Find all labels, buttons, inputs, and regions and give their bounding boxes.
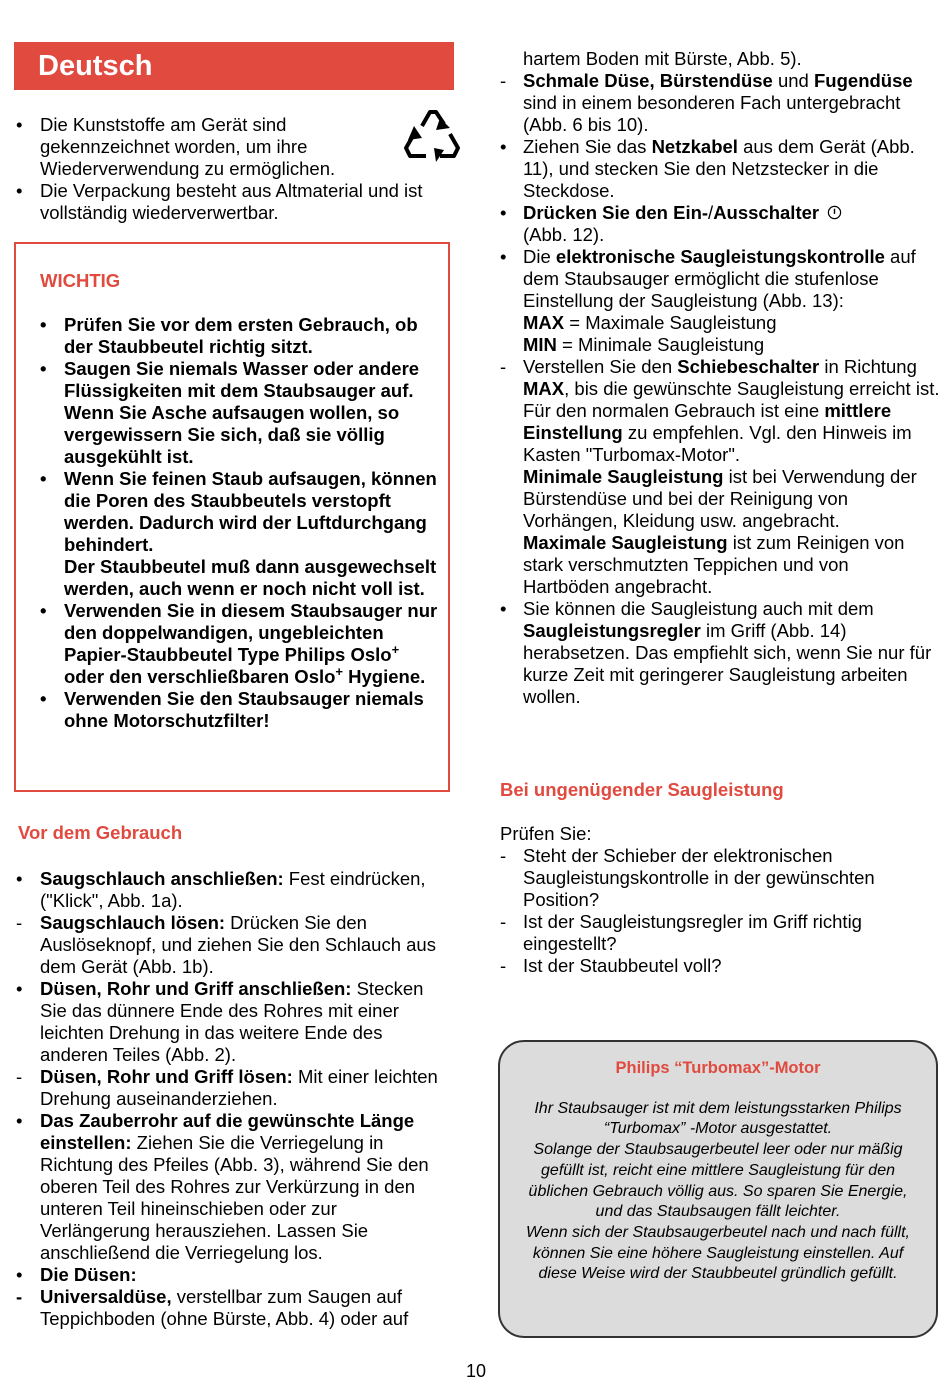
list-item: - Schmale Düse, Bürstendüse und Fugendüse sind in einem besonderen Fach untergebracht (Abb. 6 bis 10).	[500, 70, 913, 135]
list-item: - Düsen, Rohr und Griff lösen: Mit einer leichten Drehung auseinanderziehen.	[16, 1066, 438, 1109]
turbomax-info-box	[498, 1040, 938, 1338]
list-item: • Die Düsen:	[16, 1264, 137, 1285]
trouble-intro: Prüfen Sie:	[500, 823, 592, 844]
power-icon	[827, 205, 842, 220]
list-item: • Ziehen Sie das Netzkabel aus dem Gerät (Abb. 11), und stecken Sie den Netzstecker in die Steckdose.	[500, 136, 915, 201]
list-item: • Saugschlauch anschließen: Fest eindrücken, ("Klick", Abb. 1a).	[16, 868, 426, 911]
list-item: • Saugen Sie niemals Wasser oder andere Flüssigkeiten mit dem Staubsauger auf. Wenn Sie Asche aufsaugen wollen, so vergewissern Sie sich, daß sie völlig ausgekühlt ist.	[40, 358, 420, 467]
list-item: - Steht der Schieber der elektronischen Saugleistungskontrolle in der gewünschten Position?	[500, 845, 875, 910]
list-item: • Verwenden Sie den Staubsauger niemals ohne Motorschutzfilter!	[40, 688, 424, 731]
list-item: • Die elektronische Saugleistungskontrolle auf dem Staubsauger ermöglicht die stufenlose Einstellung der Saugleistung (Abb. 13): MAX = Maximale Saugleistung MIN = Minimale Saugleistung	[500, 246, 916, 355]
important-box	[14, 242, 450, 792]
list-item: - Ist der Staubbeutel voll?	[500, 955, 722, 976]
turbomax-paragraph: Ihr Staubsauger ist mit dem leistungsstarken Philips “Turbomax” -Motor ausgestattet.	[534, 1099, 902, 1138]
list-item: • Verwenden Sie in diesem Staubsauger nur den doppelwandigen, ungebleichten Papier-Staubbeutel Type Philips Oslo+ oder den verschließbaren Oslo+ Hygiene.	[40, 600, 438, 687]
list-item: - Universaldüse, verstellbar zum Saugen auf Teppichboden (ohne Bürste, Abb. 4) oder auf	[16, 1286, 409, 1329]
list-item: - Saugschlauch lösen: Drücken Sie den Auslöseknopf, und ziehen Sie den Schlauch aus dem Gerät (Abb. 1b).	[16, 912, 436, 977]
list-item: • Die Kunststoffe am Gerät sind gekennzeichnet worden, um ihre Wiederverwendung zu ermöglichen.	[16, 114, 336, 179]
section-title-before-use: Vor dem Gebrauch	[18, 822, 183, 843]
list-item: • Wenn Sie feinen Staub aufsaugen, können die Poren des Staubbeutels verstopft werden. Dadurch wird der Luftdurchgang behindert. Der Staubbeutel muß dann ausgewechselt werden, auch wenn er noch nicht voll ist.	[40, 468, 437, 599]
list-item: - Ist der Saugleistungsregler im Griff richtig eingestellt?	[500, 911, 862, 954]
page-number: 10	[466, 1361, 487, 1381]
important-title: WICHTIG	[40, 270, 121, 291]
turbomax-paragraph: Wenn sich der Staubsaugerbeutel nach und nach füllt, können Sie eine höhere Saugleistung einstellen. Auf diese Weise wird der Staubbeutel gründlich gefüllt.	[526, 1223, 910, 1283]
usage-list	[500, 70, 940, 708]
section-title-trouble: Bei ungenügender Saugleistung	[500, 779, 784, 800]
right-column	[500, 48, 940, 708]
list-item: • Düsen, Rohr und Griff anschließen: Stecken Sie das dünnere Ende des Rohres mit einer leichten Drehung in das weitere Ende des anderen Teiles (Abb. 2).	[16, 978, 424, 1065]
important-list	[40, 314, 440, 732]
trouble-list	[500, 845, 940, 977]
recycle-icon	[400, 104, 464, 166]
language-header	[14, 42, 454, 90]
list-item: • Drücken Sie den Ein-/Ausschalter (Abb. 12).	[500, 202, 940, 246]
language-title: Deutsch	[38, 50, 153, 82]
list-item: - Verstellen Sie den Schiebeschalter in Richtung MAX, bis die gewünschte Saugleistung erreicht ist. Für den normalen Gebrauch ist eine mittlere Einstellung zu empfehlen. Vgl. den Hinweis im Kasten "Turbomax-Motor". Minimale Saugleistung ist bei Verwendung der Bürstendüse und bei der Reinigung von Vorhängen, Kleidung usw. angebracht. Maximale Saugleistung ist zum Reinigen von stark verschmutzten Teppichen und von Hartböden angebracht.	[500, 356, 940, 597]
turbomax-paragraph: Solange der Staubsaugerbeutel leer oder nur mäßig gefüllt ist, reicht eine mittlere Saugleistung für den üblichen Gebrauch völlig aus. So sparen Sie Energie, und das Staubsaugen fällt leichter.	[528, 1141, 908, 1221]
list-item: • Sie können die Saugleistung auch mit dem Saugleistungsregler im Griff (Abb. 14) herabsetzen. Das empfiehlt sich, wenn Sie nur für kurze Zeit mit geringerer Saugleistung arbeiten wollen.	[500, 598, 932, 707]
list-item: • Die Verpackung besteht aus Altmaterial und ist vollständig wiederverwertbar.	[16, 180, 423, 223]
list-item: • Das Zauberrohr auf die gewünschte Länge einstellen: Ziehen Sie die Verriegelung in Richtung des Pfeiles (Abb. 3), während Sie den oberen Teil des Rohres zur Verkürzung in den unteren Teil hineinschieben oder zur Verlängerung herausziehen. Lassen Sie anschließend die Verriegelung los.	[16, 1110, 429, 1263]
continued-text: hartem Boden mit Bürste, Abb. 5).	[523, 48, 802, 69]
before-use-list	[16, 868, 452, 1330]
list-item: • Prüfen Sie vor dem ersten Gebrauch, ob der Staubbeutel richtig sitzt.	[40, 314, 418, 357]
trouble-section	[500, 823, 940, 977]
turbomax-title: Philips “Turbomax”-Motor	[615, 1059, 821, 1077]
recycling-list	[16, 114, 446, 224]
